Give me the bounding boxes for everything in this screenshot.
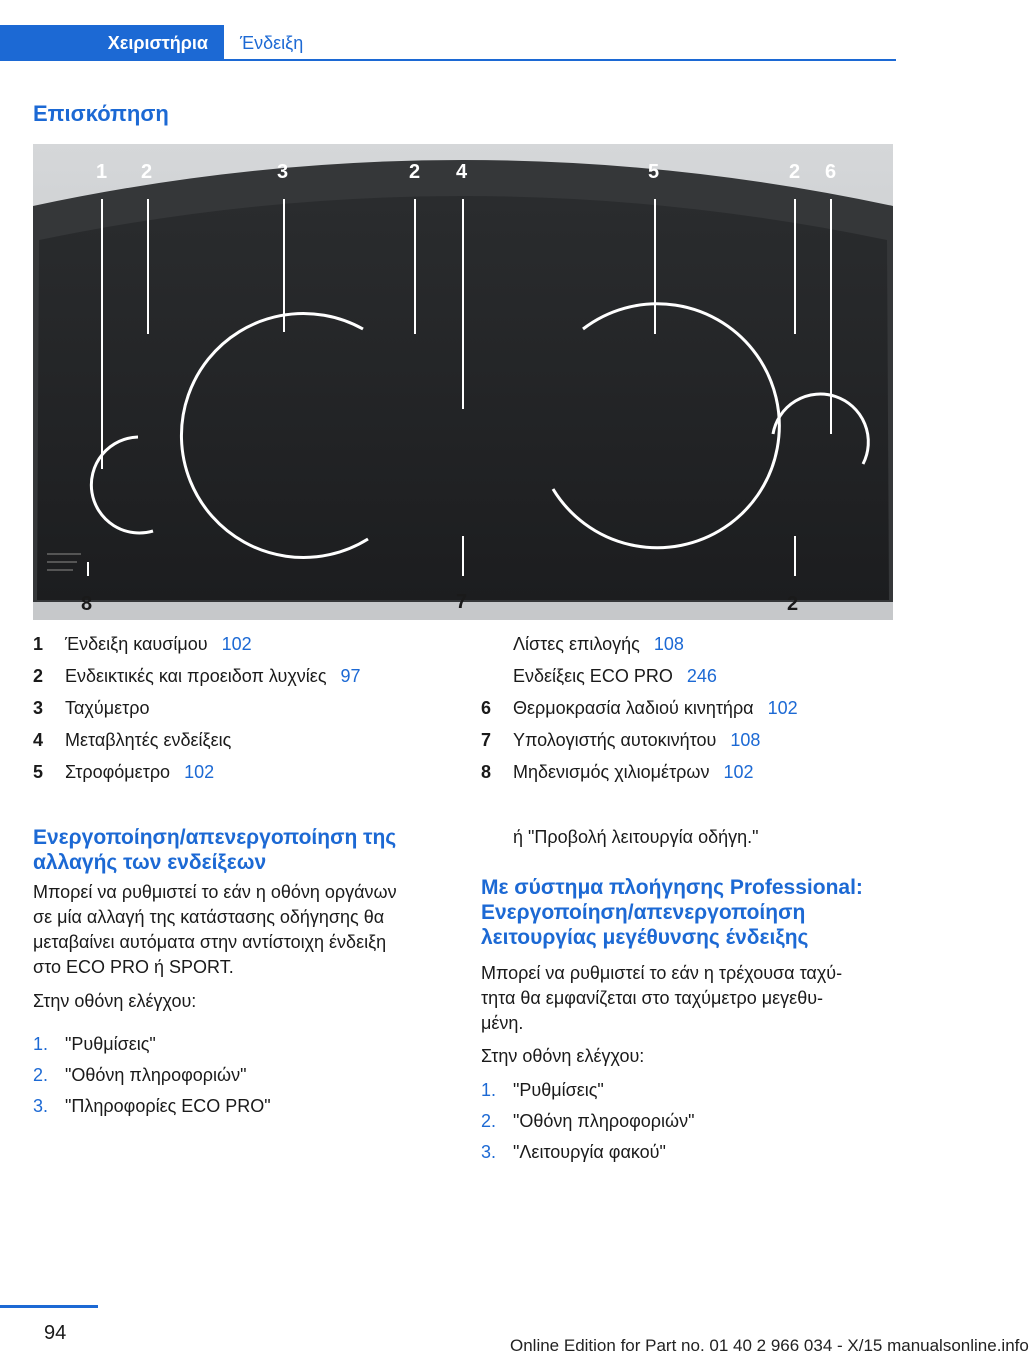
heading-line: Με σύστημα πλοήγησης Professional: (481, 876, 863, 899)
body-line: σε μία αλλαγή της κατάστασης οδήγησης θα (33, 907, 385, 927)
tab-display[interactable]: Ένδειξη (240, 32, 304, 53)
heading-line: Ενεργοποίηση/απενεργοποίηση της (33, 826, 397, 849)
legend-number: 6 (481, 698, 492, 718)
body-text (481, 961, 842, 1036)
footer-edition-watermark: Online Edition for Part no. 01 40 2 966 034 - X/15 manualsonline.info (510, 1336, 1029, 1355)
callout-2c: 2 (789, 161, 801, 183)
step-number: 2. (33, 1065, 49, 1085)
step-number: 2. (481, 1111, 497, 1131)
callout-2d: 2 (787, 593, 799, 615)
callout-3: 3 (277, 161, 289, 183)
tab-controls[interactable]: Χειριστήρια (0, 25, 224, 61)
legend-number: 7 (481, 730, 492, 750)
body-line: Μπορεί να ρυθμιστεί το εάν η οθόνη οργάνων (33, 882, 397, 902)
legend-number: 3 (33, 698, 44, 718)
legend-label: Υπολογιστής αυτοκινήτου (513, 730, 717, 750)
callout-2a: 2 (141, 161, 153, 183)
heading-line: λειτουργίας μεγέθυνσης ένδειξης (481, 926, 809, 949)
legend-label: Στροφόμετρο (65, 762, 171, 782)
legend-label: Ταχύμετρο (65, 698, 150, 718)
step-label: "Ρυθμίσεις" (65, 1034, 156, 1054)
heading-line: αλλαγής των ενδείξεων (33, 851, 267, 874)
step-label: "Ρυθμίσεις" (513, 1080, 604, 1100)
callout-5: 5 (648, 161, 660, 183)
legend-label: Ενδείξεις ECO PRO (513, 666, 673, 686)
section-heading-display-switch (33, 825, 396, 875)
page-reference-link[interactable]: 102 (767, 698, 798, 718)
page-reference-link[interactable]: 246 (686, 666, 717, 686)
body-line: τητα θα εμφανίζεται στο ταχύμετρο μεγεθυ‐ (481, 988, 824, 1008)
step-label: "Οθόνη πληροφοριών" (65, 1065, 247, 1085)
section-title-overview: Επισκόπηση (33, 101, 169, 126)
callout-8: 8 (81, 593, 93, 615)
callout-4: 4 (456, 161, 468, 183)
legend-number: 8 (481, 762, 492, 782)
body-line: στο ECO PRO ή SPORT. (33, 957, 234, 977)
body-line: Μπορεί να ρυθμιστεί το εάν η τρέχουσα ταχύ‐ (481, 963, 843, 983)
callout-1: 1 (96, 161, 108, 183)
page-reference-link[interactable]: 102 (184, 762, 215, 782)
step-label: "Πληροφορίες ECO PRO" (65, 1096, 271, 1116)
legend-label: Μεταβλητές ενδείξεις (65, 730, 232, 750)
step-number: 1. (481, 1080, 497, 1100)
legend-label: Ένδειξη καυσίμου (65, 634, 208, 654)
step-continuation: ή "Προβολή λειτουργία οδήγη." (513, 827, 759, 847)
page-reference-link[interactable]: 108 (653, 634, 684, 654)
section-heading-zoom (481, 875, 863, 950)
step-number: 1. (33, 1034, 49, 1054)
page-reference-link[interactable]: 102 (221, 634, 252, 654)
footer-accent-line (0, 1305, 98, 1308)
page-reference-link[interactable]: 108 (730, 730, 761, 750)
header-tabs (0, 25, 896, 61)
step-number: 3. (33, 1096, 49, 1116)
step-label: "Οθόνη πληροφοριών" (513, 1111, 695, 1131)
legend-label: Θερμοκρασία λαδιού κινητήρα (513, 698, 754, 718)
instrument-cluster-illustration (33, 144, 893, 620)
page-reference-link[interactable]: 97 (340, 666, 361, 686)
callout-6: 6 (825, 161, 837, 183)
legend-number: 1 (33, 634, 44, 654)
instruction-intro: Στην οθόνη ελέγχου: (33, 991, 197, 1011)
legend-label: Ενδεικτικές και προειδοπ λυχνίες (65, 666, 327, 686)
page-reference-link[interactable]: 102 (723, 762, 754, 782)
legend-label: Λίστες επιλογής (513, 634, 640, 654)
callout-2b: 2 (409, 161, 421, 183)
page-number: 94 (44, 1322, 67, 1344)
instruction-intro: Στην οθόνη ελέγχου: (481, 1046, 645, 1066)
legend-label: Μηδενισμός χιλιομέτρων (513, 762, 710, 782)
heading-line: Ενεργοποίηση/απενεργοποίηση (481, 901, 806, 924)
step-number: 3. (481, 1142, 497, 1162)
legend-number: 2 (33, 666, 44, 686)
legend-number: 5 (33, 762, 44, 782)
body-line: μεταβαίνει αυτόματα στην αντίστοιχη ένδειξη (33, 932, 387, 952)
body-text (33, 880, 397, 980)
step-label: "Λειτουργία φακού" (513, 1142, 666, 1162)
header-underline (224, 59, 896, 61)
body-line: μένη. (481, 1013, 524, 1033)
legend-number: 4 (33, 730, 44, 750)
callout-7: 7 (456, 591, 468, 613)
